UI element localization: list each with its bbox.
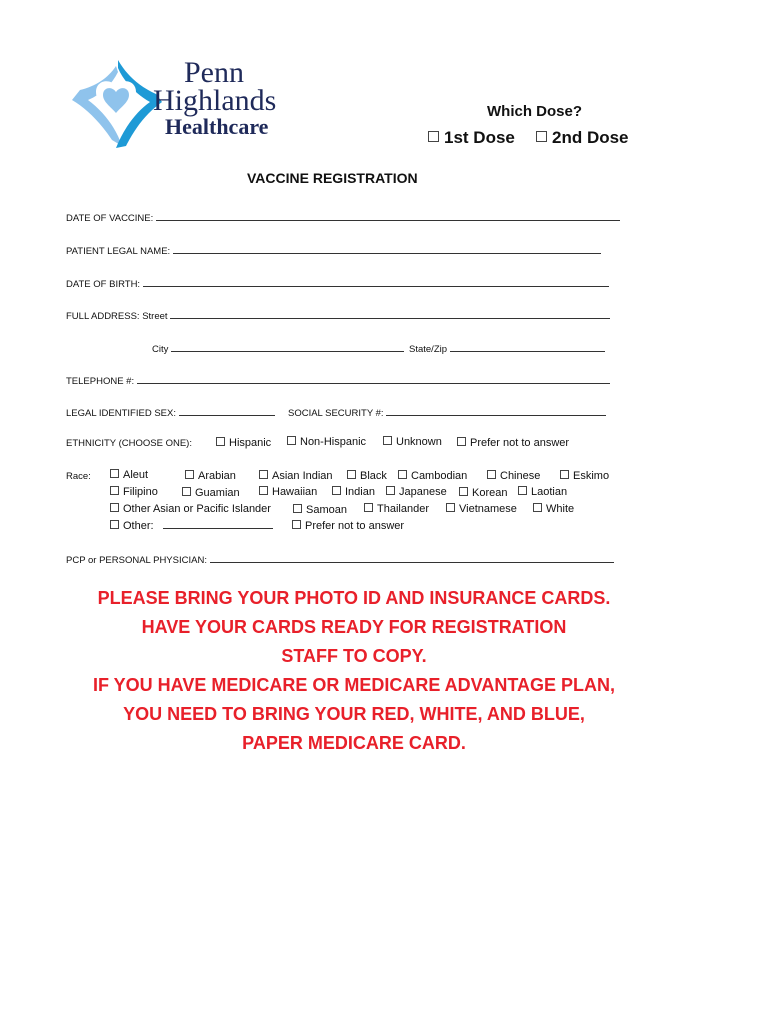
dose-option-label: 2nd Dose — [552, 128, 629, 147]
option-label: Japanese — [399, 486, 447, 498]
ethnicity-label: ETHNICITY (CHOOSE ONE): — [66, 438, 192, 449]
notice-line-1: PLEASE BRING YOUR PHOTO ID AND INSURANCE CARDS. — [97, 588, 611, 608]
option-label: Non-Hispanic — [300, 436, 367, 448]
legal-sex-field[interactable] — [66, 406, 275, 419]
option-label: Other: — [123, 520, 154, 532]
fill-line[interactable] — [143, 277, 609, 287]
checkbox-icon[interactable] — [110, 469, 119, 478]
race-option-white[interactable] — [533, 503, 574, 515]
option-label: Black — [360, 470, 387, 482]
race-option-other[interactable] — [110, 519, 273, 532]
checkbox-icon[interactable] — [259, 486, 268, 495]
dose-option-1st[interactable] — [428, 128, 515, 148]
race-option-chinese[interactable] — [487, 470, 540, 482]
date-of-birth-field[interactable] — [66, 277, 609, 290]
option-label: Laotian — [531, 486, 568, 498]
field-label: SOCIAL SECURITY #: — [288, 408, 384, 419]
checkbox-icon[interactable] — [487, 470, 496, 479]
checkbox-icon[interactable] — [259, 470, 268, 479]
checkbox-icon[interactable] — [293, 504, 302, 513]
checkbox-icon[interactable] — [398, 470, 407, 479]
option-label: Chinese — [500, 470, 541, 482]
option-label: Unknown — [396, 436, 442, 448]
date-of-vaccine-field[interactable] — [66, 211, 620, 224]
option-label: Cambodian — [411, 470, 468, 482]
option-label: Thailander — [377, 503, 429, 515]
notice-line-6: PAPER MEDICARE CARD. — [242, 733, 466, 753]
fill-line[interactable] — [171, 342, 404, 352]
checkbox-icon[interactable] — [216, 437, 225, 446]
fill-line[interactable] — [386, 406, 606, 416]
address-street-field[interactable] — [66, 309, 610, 322]
race-option-arabian[interactable] — [185, 470, 236, 482]
checkbox-icon[interactable] — [110, 520, 119, 529]
address-state-zip-field[interactable] — [409, 342, 605, 355]
field-label: DATE OF VACCINE: — [66, 213, 154, 224]
race-option-eskimo[interactable] — [560, 470, 609, 482]
race-option-indian[interactable] — [332, 486, 375, 498]
option-label: Prefer not to answer — [470, 437, 570, 449]
checkbox-icon[interactable] — [110, 486, 119, 495]
heart-logo-icon — [66, 56, 166, 152]
checkbox-icon[interactable] — [347, 470, 356, 479]
field-label: TELEPHONE #: — [66, 376, 135, 387]
option-label: White — [546, 503, 575, 515]
option-label: Aleut — [123, 469, 149, 481]
fill-line[interactable] — [137, 374, 610, 384]
ssn-field[interactable] — [288, 406, 606, 419]
logo-line-penn: Penn — [184, 56, 244, 89]
checkbox-icon[interactable] — [457, 437, 466, 446]
pcp-field[interactable] — [66, 553, 614, 566]
field-label: State/Zip — [409, 344, 448, 355]
checkbox-icon[interactable] — [428, 131, 439, 142]
checkbox-icon[interactable] — [383, 436, 392, 445]
race-option-prefer-not[interactable] — [292, 520, 404, 532]
option-label: Prefer not to answer — [305, 520, 405, 532]
option-label: Arabian — [198, 470, 236, 482]
option-label: Samoan — [306, 504, 347, 516]
checkbox-icon[interactable] — [560, 470, 569, 479]
field-label: PATIENT LEGAL NAME: — [66, 246, 171, 257]
race-option-laotian[interactable] — [518, 486, 567, 498]
race-label: Race: — [66, 471, 91, 482]
notice-line-2: HAVE YOUR CARDS READY FOR REGISTRATION — [141, 617, 567, 637]
checkbox-icon[interactable] — [533, 503, 542, 512]
dose-option-2nd[interactable] — [536, 128, 629, 148]
ethnicity-option-unknown[interactable] — [383, 436, 442, 448]
option-label: Eskimo — [573, 470, 610, 482]
field-label: FULL ADDRESS: Street — [66, 311, 168, 322]
option-label: Guamian — [195, 487, 240, 499]
field-label: City — [152, 344, 169, 355]
option-label: Korean — [472, 487, 508, 499]
option-label: Filipino — [123, 486, 158, 498]
checkbox-icon[interactable] — [332, 486, 341, 495]
checkbox-icon[interactable] — [110, 503, 119, 512]
notice-line-4: IF YOU HAVE MEDICARE OR MEDICARE ADVANTAGE PLAN, — [92, 675, 616, 695]
field-label: LEGAL IDENTIFIED SEX: — [66, 408, 176, 419]
fill-line[interactable] — [450, 342, 605, 352]
address-city-field[interactable] — [152, 342, 404, 355]
race-option-samoan[interactable] — [293, 504, 347, 516]
race-option-japanese[interactable] — [386, 486, 447, 498]
checkbox-icon[interactable] — [386, 486, 395, 495]
race-option-hawaiian[interactable] — [259, 486, 317, 498]
option-label: Other Asian or Pacific Islander — [123, 503, 271, 515]
checkbox-icon[interactable] — [185, 470, 194, 479]
race-option-thailander[interactable] — [364, 503, 429, 515]
dose-option-label: 1st Dose — [444, 128, 515, 147]
ethnicity-option-hispanic[interactable] — [216, 437, 271, 449]
form-title: VACCINE REGISTRATION — [247, 170, 418, 186]
dose-title: Which Dose? — [487, 103, 583, 120]
option-label: Asian Indian — [272, 470, 333, 482]
fill-line[interactable] — [163, 519, 273, 529]
checkbox-icon[interactable] — [364, 503, 373, 512]
checkbox-icon[interactable] — [287, 436, 296, 445]
option-label: Hawaiian — [272, 486, 318, 498]
checkbox-icon[interactable] — [518, 486, 527, 495]
race-option-aleut[interactable] — [110, 469, 148, 481]
race-option-filipino[interactable] — [110, 486, 158, 498]
race-option-korean[interactable] — [459, 487, 507, 499]
fill-line[interactable] — [173, 244, 601, 254]
race-option-vietnamese[interactable] — [446, 503, 517, 515]
patient-name-field[interactable] — [66, 244, 601, 257]
fill-line[interactable] — [210, 553, 614, 563]
checkbox-icon[interactable] — [459, 487, 468, 496]
notice-line-5: YOU NEED TO BRING YOUR RED, WHITE, AND BLUE, — [123, 704, 585, 724]
logo-line-highlands: Highlands — [153, 84, 277, 117]
option-label: Indian — [345, 486, 375, 498]
field-label: PCP or PERSONAL PHYSICIAN: — [66, 555, 207, 566]
notice-line-3: STAFF TO COPY. — [281, 646, 427, 666]
checkbox-icon[interactable] — [446, 503, 455, 512]
logo-line-healthcare: Healthcare — [165, 114, 269, 139]
race-option-guamian[interactable] — [182, 487, 240, 499]
ethnicity-option-non-hispanic[interactable] — [287, 436, 366, 448]
fill-line[interactable] — [179, 406, 275, 416]
race-option-asian-indian[interactable] — [259, 470, 333, 482]
field-label: DATE OF BIRTH: — [66, 279, 141, 290]
race-option-black[interactable] — [347, 470, 387, 482]
race-option-cambodian[interactable] — [398, 470, 467, 482]
checkbox-icon[interactable] — [292, 520, 301, 529]
option-label: Hispanic — [229, 437, 272, 449]
ethnicity-option-prefer-not[interactable] — [457, 437, 569, 449]
fill-line[interactable] — [156, 211, 620, 221]
checkbox-icon[interactable] — [182, 487, 191, 496]
fill-line[interactable] — [170, 309, 610, 319]
race-option-other-asian-pacific[interactable] — [110, 503, 271, 515]
option-label: Vietnamese — [459, 503, 517, 515]
checkbox-icon[interactable] — [536, 131, 547, 142]
telephone-field[interactable] — [66, 374, 610, 387]
